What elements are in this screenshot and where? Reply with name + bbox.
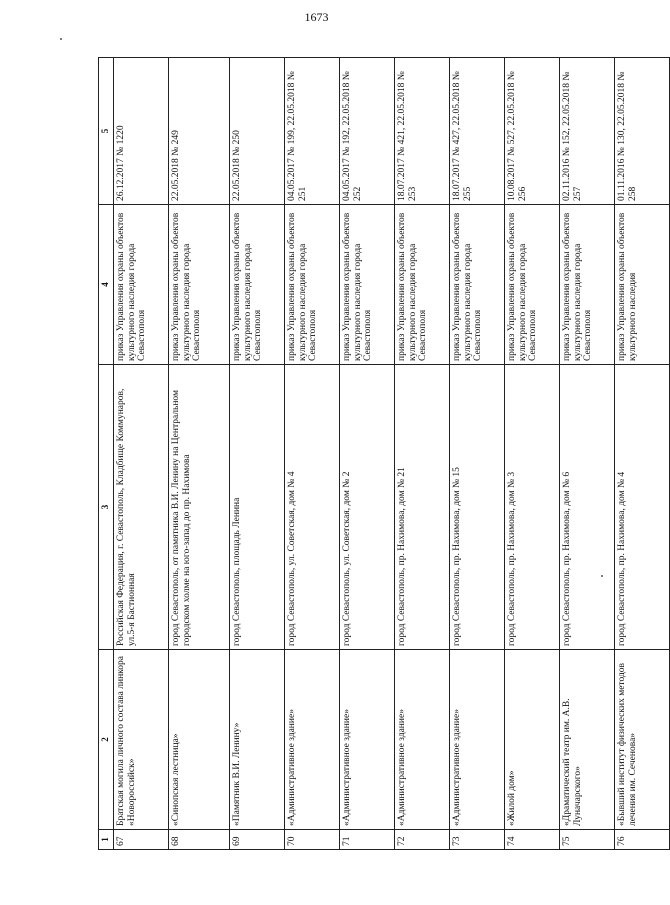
object-address: город Севастополь, ул. Советская, дом № 2 (340, 365, 395, 650)
document-type: приказ Управления охраны объектов культурного наследия города Севастополя (114, 205, 169, 365)
object-address: город Севастополь, пр. Нахимова, дом № 4 (615, 365, 670, 650)
document-type: приказ Управления охраны объектов культурного наследия города Севастополя (505, 205, 560, 365)
object-name: «Синопская лестница» (169, 650, 230, 830)
header-cell: 4 (99, 205, 114, 365)
document-date: 02.11.2016 № 152, 22.05.2018 № 257 (560, 58, 615, 205)
row-number: 76 (615, 830, 670, 850)
table-row (560, 58, 615, 850)
header-cell: 1 (99, 830, 114, 850)
row-number: 75 (560, 830, 615, 850)
document-type: приказ Управления охраны объектов культурного наследия города Севастополя (230, 205, 285, 365)
document-type: приказ Управления охраны объектов культурного наследия города Севастополя (340, 205, 395, 365)
document-type: приказ Управления охраны объектов культурного наследия города Севастополя (169, 205, 230, 365)
header-cell: 2 (99, 650, 114, 830)
object-name: «Административное здание» (340, 650, 395, 830)
document-type: приказ Управления охраны объектов культурного наследия города Севастополя (560, 205, 615, 365)
scan-speck (60, 38, 62, 40)
document-date: 18.07.2017 № 421, 22.05.2018 № 253 (395, 58, 450, 205)
row-number: 68 (169, 830, 230, 850)
object-name: «Жилой дом» (505, 650, 560, 830)
table-row (114, 58, 169, 850)
object-address: город Севастополь, площадь Ленина (230, 365, 285, 650)
header-cell: 3 (99, 365, 114, 650)
object-address: город Севастополь, пр. Нахимова, дом № 3 (505, 365, 560, 650)
document-type: приказ Управления охраны объектов культурного наследия (615, 205, 670, 365)
document-date: 01.11.2016 № 130, 22.05.2018 № 258 (615, 58, 670, 205)
header-cell: 5 (99, 58, 114, 205)
object-address: город Севастополь, пр. Нахимова, дом № 21 (395, 365, 450, 650)
page-number: 1673 (304, 10, 329, 24)
table-row (505, 58, 560, 850)
table-row (169, 58, 230, 850)
rotated-table-container (98, 58, 638, 850)
object-name: «Административное здание» (395, 650, 450, 830)
row-number: 73 (450, 830, 505, 850)
row-number: 72 (395, 830, 450, 850)
object-name: «Бывший институт физических методов лечения им. Сеченова» (615, 650, 670, 830)
row-number: 67 (114, 830, 169, 850)
document-date: 22.05.2018 № 249 (169, 58, 230, 205)
document-type: приказ Управления охраны объектов культурного наследия города Севастополя (450, 205, 505, 365)
object-address: Российская Федерация, г. Севастополь, Кладбище Коммунаров, ул.5-я Бастионная (114, 365, 169, 650)
row-number: 71 (340, 830, 395, 850)
table-row (285, 58, 340, 850)
row-number: 70 (285, 830, 340, 850)
scan-speck (601, 575, 603, 577)
document-date: 22.05.2018 № 250 (230, 58, 285, 205)
object-name: «Драматический театр им. А.В. Луначарского» (560, 650, 615, 830)
row-number: 69 (230, 830, 285, 850)
table-header-row (99, 58, 114, 850)
object-address: город Севастополь, от памятника В.И. Ленину на Центральном городском холме на юго-запад до пр. Нахимова (169, 365, 230, 650)
document-type: приказ Управления охраны объектов культурного наследия города Севастополя (285, 205, 340, 365)
object-name: «Административное здание» (285, 650, 340, 830)
object-address: город Севастополь, пр. Нахимова, дом № 6 (560, 365, 615, 650)
object-address: город Севастополь, ул. Советская, дом № 4 (285, 365, 340, 650)
table-row (450, 58, 505, 850)
table-row (395, 58, 450, 850)
document-date: 04.05.2017 № 199, 22.05.2018 № 251 (285, 58, 340, 205)
document-date: 04.05.2017 № 192, 22.05.2018 № 252 (340, 58, 395, 205)
document-type: приказ Управления охраны объектов культурного наследия города Севастополя (395, 205, 450, 365)
object-name: «Административное здание» (450, 650, 505, 830)
table-row (340, 58, 395, 850)
document-date: 18.07.2017 № 427, 22.05.2018 № 255 (450, 58, 505, 205)
object-name: «Памятник В.И. Ленину» (230, 650, 285, 830)
table-row (230, 58, 285, 850)
object-name: Братская могила личного состава линкора «Новороссийск» (114, 650, 169, 830)
row-number: 74 (505, 830, 560, 850)
document-date: 26.12.2017 № 1220 (114, 58, 169, 205)
object-address: город Севастополь, пр. Нахимова, дом № 15 (450, 365, 505, 650)
heritage-objects-table (98, 57, 670, 850)
document-date: 10.08.2017 № 527, 22.05.2018 № 256 (505, 58, 560, 205)
table-row (615, 58, 670, 850)
